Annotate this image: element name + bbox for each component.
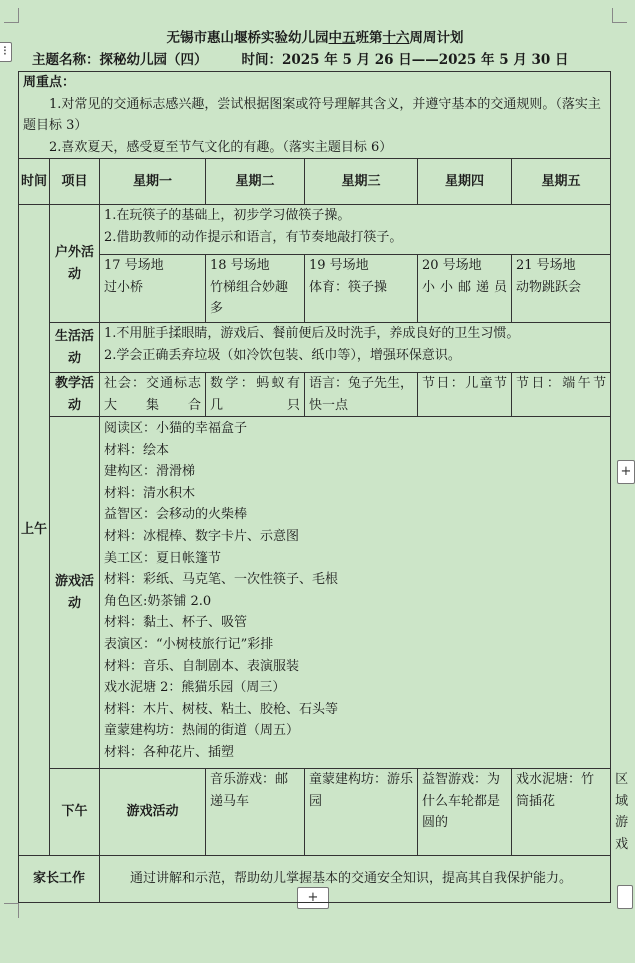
header-day-1: 星期一 — [100, 159, 206, 205]
teaching-day-1: 社会：交通标志大集合 — [100, 373, 206, 417]
outdoor-site: 21 号场地 — [516, 258, 576, 273]
material-line: 材料：冰棍棒、数字卡片、示意图 — [104, 528, 300, 544]
outdoor-day-1 — [100, 255, 206, 323]
games-pm-day-1: 音乐游戏：邮递马车 — [206, 769, 305, 856]
outdoor-site: 19 号场地 — [309, 258, 369, 273]
weekly-focus-cell — [19, 72, 611, 159]
subtitle-line — [32, 51, 569, 69]
games-pm-day-3: 益智游戏：为什么车轮都是圆的 — [418, 769, 512, 856]
games-pm-day-2: 童蒙建构坊：游乐园 — [305, 769, 418, 856]
weekly-plan-table — [18, 71, 629, 903]
teaching-day-2: 数学：蚂蚁有几只 — [206, 373, 305, 417]
outdoor-day-4 — [418, 255, 512, 323]
outdoor-day-5 — [512, 255, 611, 323]
teaching-day-4: 节日：儿童节 — [418, 373, 512, 417]
material-line: 材料：清水积木 — [104, 485, 196, 501]
focus-row — [19, 72, 611, 159]
games-am-content — [100, 417, 611, 769]
games-am-label: 游戏活动 — [50, 417, 100, 769]
games-pm-day-4: 戏水泥塘：竹筒插花 — [512, 769, 611, 856]
outdoor-day-2 — [206, 255, 305, 323]
outdoor-activity: 体育：筷子操 — [309, 279, 388, 295]
title-class: 中五 — [328, 30, 356, 46]
area-line: 表演区：“小树枝旅行记”彩排 — [104, 636, 274, 652]
teaching-row — [19, 373, 611, 417]
header-time: 时间 — [19, 159, 50, 205]
outdoor-goal-1: 1.在玩筷子的基础上，初步学习做筷子操。 — [104, 208, 351, 223]
add-row-button[interactable]: + — [297, 887, 329, 909]
outdoor-site: 17 号场地 — [104, 258, 164, 273]
outdoor-site: 20 号场地 — [422, 258, 482, 273]
material-line: 材料：彩纸、马克笔、一次性筷子、毛根 — [104, 572, 339, 588]
games-am-row — [19, 417, 611, 769]
area-line: 益智区：会移动的火柴棒 — [104, 507, 248, 523]
header-row — [19, 159, 611, 205]
life-item-2: 2.学会正确丢弃垃圾（如冷饮包装、纸巾等），增强环保意识。 — [104, 347, 461, 363]
outdoor-goals — [100, 205, 611, 255]
life-item-1: 1.不用脏手揉眼睛，游戏后、餐前便后及时洗手，养成良好的卫生习惯。 — [104, 326, 520, 341]
header-day-3: 星期三 — [305, 159, 418, 205]
games-pm-row: 下午 游戏活动 音乐游戏：邮递马车 童蒙建构坊：游乐园 益智游戏：为什么车轮都是圆的 戏水泥塘：竹筒插花 区域游戏 — [19, 769, 611, 856]
material-line: 材料：黏土、杯子、吸管 — [104, 615, 248, 631]
crop-mark-top-right — [612, 8, 627, 23]
outdoor-label: 户外活动 — [50, 205, 100, 323]
title-mid: 班第 — [355, 30, 383, 46]
outdoor-activity: 过小桥 — [104, 279, 144, 295]
area-line: 建构区：滑滑梯 — [104, 464, 196, 480]
outdoor-row-1 — [19, 205, 611, 255]
table-resize-handle[interactable] — [617, 885, 633, 909]
material-line: 材料：各种花片、插塑 — [104, 744, 235, 760]
header-day-2: 星期二 — [206, 159, 305, 205]
outdoor-activity: 动物跳跃会 — [516, 279, 582, 295]
area-line: 阅读区：小猫的幸福盒子 — [104, 421, 248, 436]
period-am: 上午 — [19, 205, 50, 856]
title-suffix: 周周计划 — [409, 30, 464, 46]
table-move-handle[interactable]: ⁝ — [0, 42, 12, 62]
crop-mark-top-left — [4, 8, 19, 23]
material-line: 材料：音乐、自制剧本、表演服装 — [104, 658, 300, 674]
header-day-5: 星期五 — [512, 159, 611, 205]
parents-label: 家长工作 — [19, 856, 100, 903]
focus-heading: 周重点： — [23, 75, 76, 90]
outdoor-activity: 小小邮递员 — [422, 279, 507, 295]
parents-row — [19, 856, 611, 903]
crop-mark-bottom-left — [4, 903, 19, 918]
title-school: 无锡市惠山堰桥实验幼儿园 — [166, 30, 329, 46]
area-line: 美工区：夏日帐篷节 — [104, 550, 222, 566]
teaching-day-5: 节日：端午节 — [512, 373, 611, 417]
focus-item-2: 2.喜欢夏天，感受夏至节气文化的有趣。（落实主题目标 6） — [49, 139, 393, 155]
header-item: 项目 — [50, 159, 100, 205]
life-label: 生活活动 — [50, 323, 100, 373]
period-pm: 下午 — [50, 769, 100, 856]
outdoor-activity: 竹梯组合妙趣多 — [210, 279, 289, 316]
area-line: 童蒙建构坊：热闹的街道（周五） — [104, 723, 300, 739]
outdoor-site: 18 号场地 — [210, 258, 270, 273]
teaching-label: 教学活动 — [50, 373, 100, 417]
life-content — [100, 323, 611, 373]
date-range: 时间：2025 年 5 月 26 日——2025 年 5 月 30 日 — [241, 52, 569, 68]
teaching-day-3: 语言：兔子先生，快一点 — [305, 373, 418, 417]
theme-name: 主题名称：探秘幼儿园（四） — [32, 52, 208, 68]
parents-content: 通过讲解和示范，帮助幼儿掌握基本的交通安全知识，提高其自我保护能力。 — [100, 856, 611, 903]
outdoor-row-2 — [19, 255, 611, 323]
life-row — [19, 323, 611, 373]
area-line: 戏水泥塘 2：熊猫乐园（周三） — [104, 680, 286, 696]
material-line: 材料：木片、树枝、粘土、胶枪、石头等 — [104, 701, 339, 717]
add-column-button[interactable]: + — [617, 460, 635, 484]
area-line: 角色区:奶茶铺 2.0 — [104, 593, 212, 609]
page-title — [0, 29, 630, 47]
games-pm-label: 游戏活动 — [100, 769, 206, 856]
title-week: 十六 — [382, 30, 410, 46]
material-line: 材料：绘本 — [104, 442, 170, 458]
outdoor-day-3 — [305, 255, 418, 323]
header-day-4: 星期四 — [418, 159, 512, 205]
outdoor-goal-2: 2.借助教师的动作提示和语言，有节奏地敲打筷子。 — [104, 229, 403, 245]
focus-item-1: 1.对常见的交通标志感兴趣，尝试根据图案或符号理解其含义，并遵守基本的交通规则。（落实主题目标 3） — [23, 96, 601, 133]
